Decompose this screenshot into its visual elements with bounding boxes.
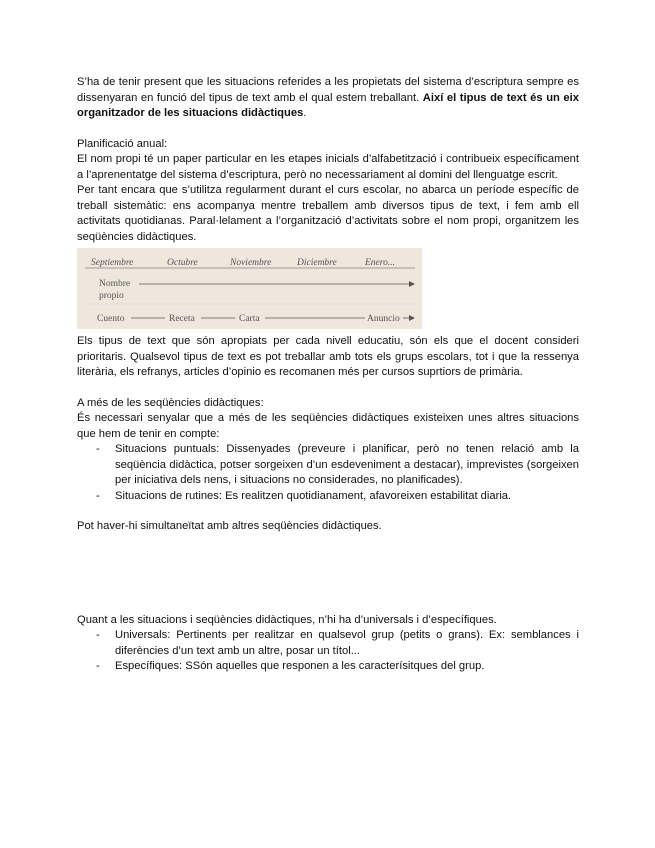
month-december: Diciembre [297,258,337,268]
universal-paragraph: Quant a les situacions i seqüències didàctiques, n’hi ha d’universals i d’específiques. [77,613,497,626]
document-page [77,75,579,675]
planning-paragraph-1: El nom propi té un paper particular en les etapes inicials d’alfabetització i contribueix específicament a l’aprenentatge del sistema d’escriptura, però no necessariament al domini del llenguatge escrit. [77,153,579,181]
universal-list [77,628,579,675]
intro-paragraph [77,75,579,122]
planning-heading: Planificació anual: [77,137,168,150]
month-september: Septiembre [91,258,134,268]
list-item: - Situacions puntuals: Dissenyades (preveure i planificar, però no tenen relació amb la seqüència didàctica, potser sorgeixen d’un esdeveniment a destacar), imprevistes (sorgeixen per iniciativa dels nens, i situacions no considerades, no planificades). [96,443,579,486]
planning-paragraph-2: Per tant encara que s’utilitza regularment durant el curs escolar, no abarca un període específic de treball sistemàtic: ens acompanya mentre treballem amb diversos tipus de text, i fem amb ell activitats quotidianas. Paral·lelament a l’organització d’activitats sobre el nom propi, organitzem les seqüències didàctiques. [77,184,579,243]
beyond-paragraph: És necessari senyalar que a més de les seqüències didàctiques existeixen unes altres situacions que hem de tenir en compte: [77,412,579,440]
timeline-figure [77,248,422,329]
intro-end: . [303,107,307,119]
month-october: Octubre [167,258,198,268]
list-item: - Específiques: SSón aquelles que responen a les caracterísitques del grup. [96,660,485,672]
situations-list [77,442,579,504]
label-carta: Carta [239,314,260,324]
beyond-heading: A més de les seqüències didàctiques: [77,396,264,409]
intro-bold-text: Així el tipus de text és un eix organitzador de les situacions didàctiques [77,91,579,119]
list-item: - Universals: Pertinents per realitzar en qualsevol grup (petits o grans). Ex: semblances i diferències d’un text amb un altre, posar un títol... [96,629,579,657]
month-november: Noviembre [230,258,272,268]
intro-text: S’ha de tenir present que les situacions referides a les propietats del sistema d’escriptura sempre es dissenyaran en funció del tipus de text amb el qual estem treballant. [77,76,579,104]
types-paragraph: Els tipus de text que són apropiats per cada nivell educatiu, són els que el docent consideri prioritaris. Qualsevol tipus de text es pot treballar amb tots els grups escolars, tot i que la ressenya literària, els refranys, articles d’opinio es recomanen més per cursos suprtiors de primària. [77,335,579,378]
label-receta: Receta [169,314,195,324]
list-item: - Situacions de rutines: Es realitzen quotidianament, afavoreixen estabilitat diaria. [96,489,512,502]
label-propio: propio [99,291,124,301]
label-anuncio: Anuncio [367,314,400,324]
label-nombre: Nombre [99,279,131,289]
label-cuento: Cuento [97,314,125,324]
month-january: Enero... [365,258,395,268]
simultaneity-paragraph: Pot haver-hi simultaneïtat amb altres seqüències didàctiques. [77,520,382,532]
